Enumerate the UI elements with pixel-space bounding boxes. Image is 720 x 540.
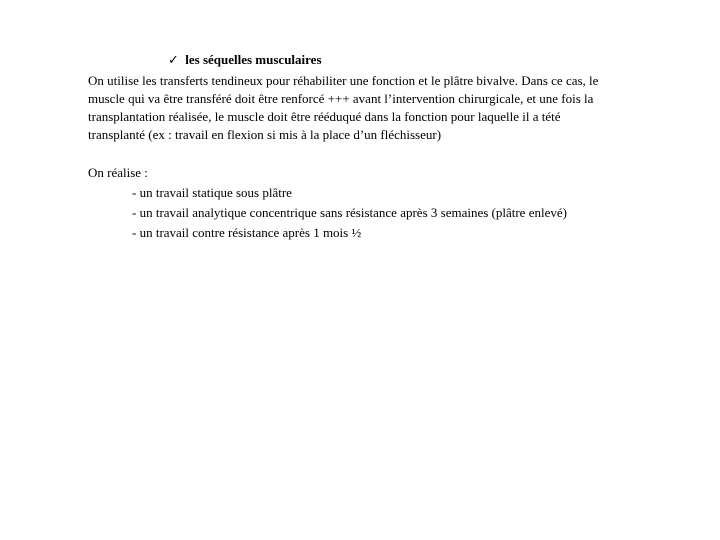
paragraph-line: transplantation réalisée, le muscle doit être rééduqué dans la fonction pour laquelle il a tété <box>88 109 561 124</box>
realise-list <box>132 183 567 243</box>
checkmark-icon: ✓ <box>168 52 179 67</box>
body-paragraph <box>88 72 640 144</box>
list-item: - un travail contre résistance après 1 mois ½ <box>132 225 362 240</box>
paragraph-line: On utilise les transferts tendineux pour réhabiliter une fonction et le plâtre bivalve. Dans ce cas, le <box>88 73 599 88</box>
section-title: les séquelles musculaires <box>185 52 322 67</box>
realise-intro: On réalise : <box>88 165 148 180</box>
section-heading <box>168 51 322 69</box>
paragraph-line: muscle qui va être transféré doit être renforcé +++ avant l’intervention chirurgicale, et une fois la <box>88 91 594 106</box>
list-item: - un travail analytique concentrique sans résistance après 3 semaines (plâtre enlevé) <box>132 205 567 220</box>
list-item: - un travail statique sous plâtre <box>132 185 292 200</box>
paragraph-line: transplanté (ex : travail en flexion si mis à la place d’un fléchisseur) <box>88 127 442 142</box>
